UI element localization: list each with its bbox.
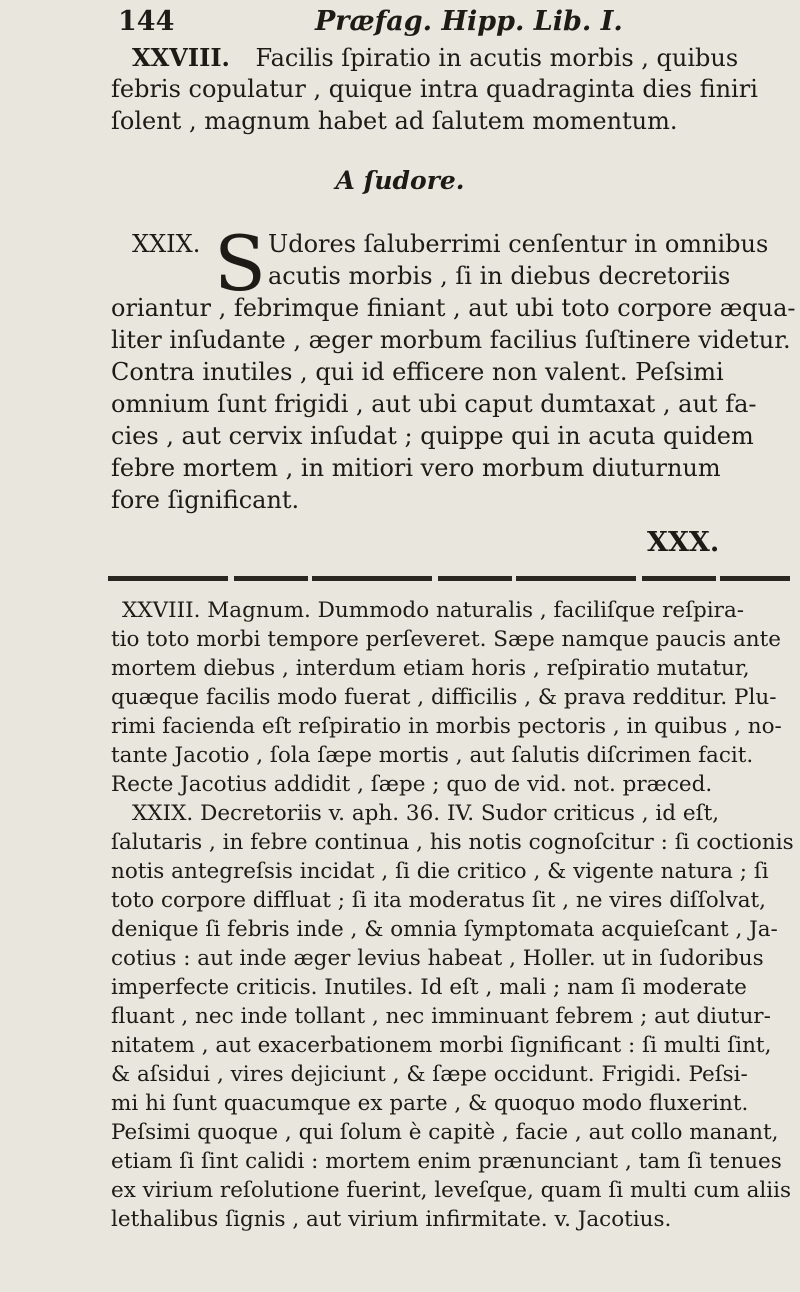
- section-28-line-2: febris copulatur , quique intra quadraginta dies finiri: [111, 75, 758, 103]
- note-line: XXIX. Decretoriis v. aph. 36. IV. Sudor criticus , id eſt,: [132, 801, 720, 826]
- section-28-number: XXVIII.: [132, 43, 230, 72]
- section-29-line-4: liter inſudante , æger morbum facilius ſuſtinere videtur.: [111, 326, 791, 354]
- running-head: Præfag. Hipp. Lib. I.: [315, 6, 623, 37]
- note-line: mi hi ſunt quacumque ex parte , & quoquo modo fluxerint.: [111, 1091, 749, 1116]
- section-29-line-5: Contra inutiles , qui id efficere non valent. Peſsimi: [111, 358, 724, 386]
- note-line: Peſsimi quoque , qui ſolum è capitè , facie , aut collo manant,: [111, 1120, 779, 1145]
- section-29-line-9: fore ſignificant.: [111, 486, 300, 514]
- section-29-line-6: omnium ſunt frigidi , aut ubi caput dumtaxat , aut fa-: [111, 390, 757, 418]
- section-29-line-7: cies , aut cervix inſudat ; quippe qui in acuta quidem: [111, 422, 754, 450]
- note-line: notis antegreſsis incidat , ſi die critico , & vigente natura ; ſi: [111, 859, 769, 884]
- notes-divider: [108, 576, 790, 581]
- page-header: [0, 4, 800, 40]
- page-number: 144: [118, 6, 175, 37]
- section-29-number: XXIX.: [132, 230, 201, 258]
- section-29-line-2: acutis morbis , ſi in diebus decretoriis: [268, 262, 731, 290]
- note-line: XXVIII. Magnum. Dummodo naturalis , faciliſque reſpira-: [122, 598, 745, 623]
- note-line: tante Jacotio , ſola ſæpe mortis , aut ſalutis diſcrimen facit.: [111, 743, 754, 768]
- note-line: ſalutaris , in febre continua , his notis cognoſcitur : ſi coctionis: [111, 830, 794, 855]
- section-29-line-8: febre mortem , in mitiori vero morbum diuturnum: [111, 454, 721, 482]
- section-28-line-1: [132, 43, 738, 72]
- section-29-line-3: oriantur , febrimque finiant , aut ubi toto corpore æqua-: [111, 294, 796, 322]
- note-line: & aſsidui , vires dejiciunt , & ſæpe occidunt. Frigidi. Peſsi-: [111, 1062, 748, 1087]
- note-line: nitatem , aut exacerbationem morbi ſignificant : ſi multi ſint,: [111, 1033, 772, 1058]
- note-line: denique ſi febris inde , & omnia ſymptomata acquieſcant , Ja-: [111, 917, 778, 942]
- note-line: rimi facienda eſt reſpiratio in morbis pectoris , in quibus , no-: [111, 714, 782, 739]
- section-28-text: Facilis ſpiratio in acutis morbis , quibus: [255, 44, 739, 72]
- note-line: quæque facilis modo fuerat , difficilis , & prava redditur. Plu-: [111, 685, 777, 710]
- note-line: toto corpore diffluat ; ſi ita moderatus ſit , ne vires diſſolvat,: [111, 888, 767, 913]
- section-heading: A ſudore.: [335, 166, 465, 195]
- note-line: tio toto morbi tempore perſeveret. Sæpe namque paucis ante: [111, 627, 782, 652]
- note-line: fluant , nec inde tollant , nec imminuant febrem ; aut diutur-: [111, 1004, 771, 1029]
- note-line: Recte Jacotius addidit , ſæpe ; quo de vid. not. præced.: [111, 772, 713, 797]
- section-28-line-3: ſolent , magnum habet ad ſalutem momentum.: [111, 107, 678, 135]
- note-line: ex virium reſolutione fuerint, leveſque, quam ſi multi cum aliis: [111, 1178, 792, 1203]
- note-line: imperfecte criticis. Inutiles. Id eſt , mali ; nam ſi moderate: [111, 975, 747, 1000]
- note-line: mortem diebus , interdum etiam horis , reſpiratio mutatur,: [111, 656, 750, 681]
- note-line: etiam ſi ſint calidi : mortem enim prænunciant , tam ſi tenues: [111, 1149, 782, 1174]
- note-line: lethalibus ſignis , aut virium infirmitate. v. Jacotius.: [111, 1207, 672, 1232]
- catchword: XXX.: [647, 527, 720, 558]
- note-line: cotius : aut inde æger levius habeat , Holler. ut in ſudoribus: [111, 946, 764, 971]
- drop-cap: S: [214, 219, 267, 308]
- section-29-line-1: Udores ſaluberrimi cenſentur in omnibus: [268, 230, 769, 258]
